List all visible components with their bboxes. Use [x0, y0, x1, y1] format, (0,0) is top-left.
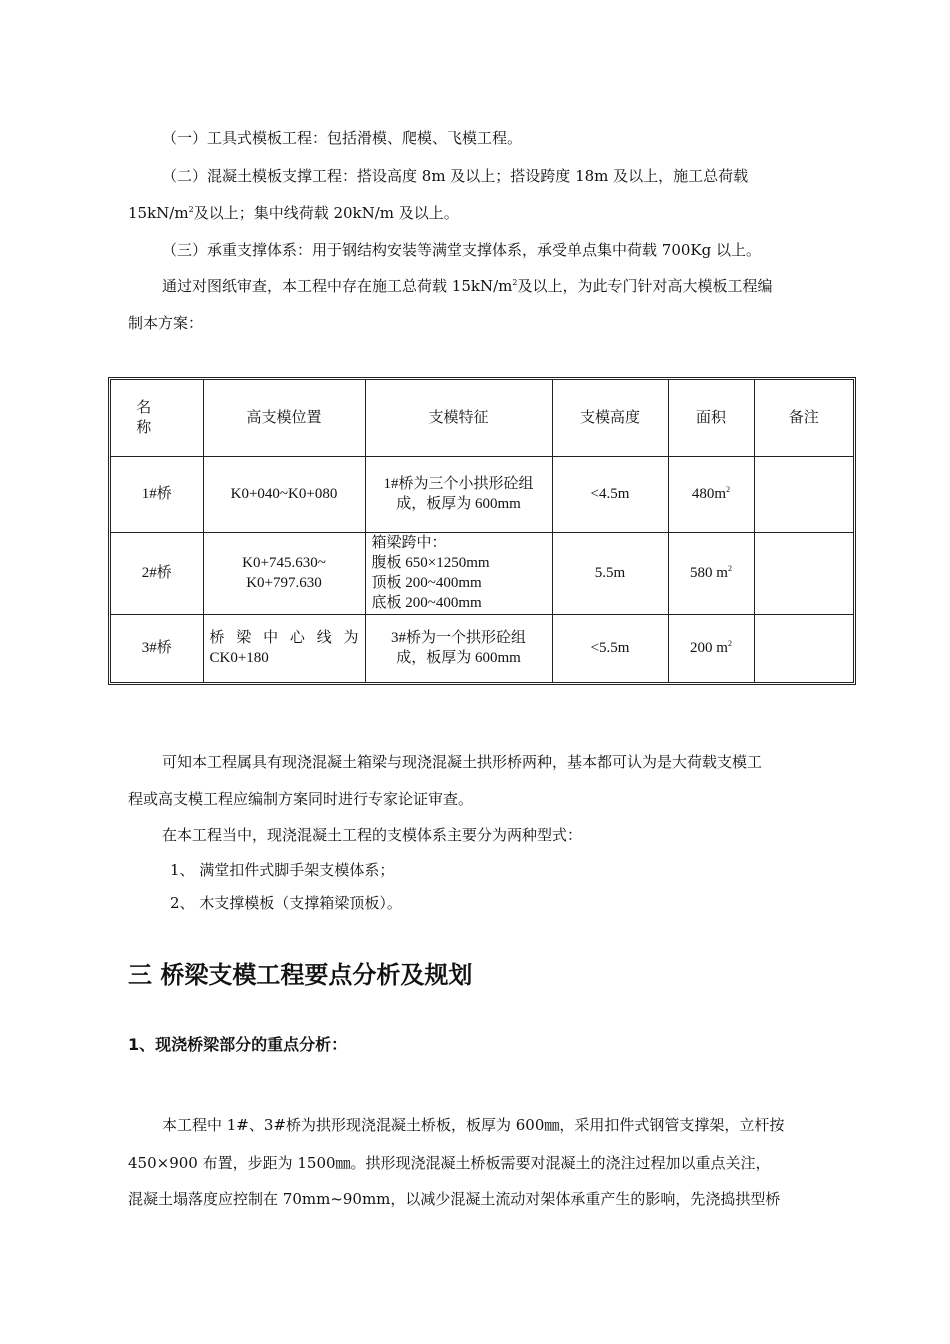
section-heading: 三 桥梁支模工程要点分析及规划 — [128, 961, 473, 989]
formwork-table — [108, 377, 856, 685]
list-item: 1、 满堂扣件式脚手架支模体系； — [170, 861, 395, 879]
header-area: 面积 — [668, 380, 754, 456]
cell-note — [754, 614, 853, 682]
cell-height: <4.5m — [552, 456, 668, 532]
cell-height: <5.5m — [552, 614, 668, 682]
cell-name: 1#桥 — [111, 456, 203, 532]
cell-location: K0+040~K0+080 — [203, 456, 365, 532]
cell-area: $480m^2$ — [668, 456, 754, 532]
header-note: 备注 — [754, 380, 853, 456]
paragraph-conclusion-line1: 可知本工程属具有现浇混凝土箱梁与现浇混凝土拱形桥两种，基本都可认为是大荷载支模工 — [162, 753, 763, 771]
table-row — [111, 614, 853, 682]
cell-note — [754, 532, 853, 614]
body-line1: 本工程中 1#、3#桥为拱形现浇混凝土桥板，板厚为 600㎜，采用扣件式钢管支撑架，立杆按 — [162, 1116, 785, 1134]
cell-location: K0+745.630~ K0+797.630 — [203, 532, 365, 614]
cell-feature: 箱梁跨中： 腹板 650×1250mm 顶板 200~400mm 底板 200~400mm — [365, 532, 552, 614]
paragraph-review-line1: 通过对图纸审查，本工程中存在施工总荷载 $15kN/m^2$及以上，为此专门针对高大模板工程编 — [162, 277, 773, 295]
paragraph-concrete-support-line2: $15kN/m^2$及以上；集中线荷载 20kN/m 及以上。 — [128, 204, 459, 222]
cell-feature: 3#桥为一个拱形砼组 成，板厚为 600mm — [365, 614, 552, 682]
paragraph-load-bearing: （三）承重支撑体系：用于钢结构安装等满堂支撑体系，承受单点集中荷载 700Kg 以上。 — [162, 241, 761, 259]
header-height: 支模高度 — [552, 380, 668, 456]
cell-height: 5.5m — [552, 532, 668, 614]
list-item: 2、 木支撑模板（支撑箱梁顶板）。 — [170, 894, 402, 912]
body-line3: 混凝土塌落度应控制在 70mm~90mm，以减少混凝土流动对架体承重产生的影响，先浇捣拱型桥 — [128, 1190, 781, 1208]
paragraph-conclusion-line2: 程或高支模工程应编制方案同时进行专家论证审查。 — [128, 790, 474, 808]
table-row — [111, 532, 853, 614]
table-header-row — [111, 380, 853, 456]
table-row — [111, 456, 853, 532]
header-feature: 支模特征 — [365, 380, 552, 456]
cell-name: 3#桥 — [111, 614, 203, 682]
cell-area: 580 $m^2$ — [668, 532, 754, 614]
paragraph-review-line2: 制本方案： — [128, 314, 204, 332]
cell-note — [754, 456, 853, 532]
paragraph-concrete-support-line1: （二）混凝土模板支撑工程：搭设高度 8m 及以上；搭设跨度 18m 及以上，施工总荷载 — [162, 167, 749, 185]
cell-location: 桥 梁 中 心 线 为 CK0+180 — [203, 614, 365, 682]
paragraph-tool-formwork: （一）工具式模板工程：包括滑模、爬模、飞模工程。 — [162, 129, 523, 147]
paragraph-support-types: 在本工程当中，现浇混凝土工程的支模体系主要分为两种型式： — [162, 826, 583, 844]
subsection-heading: 1、现浇桥梁部分的重点分析： — [128, 1035, 348, 1054]
cell-area: 200 $m^2$ — [668, 614, 754, 682]
header-name: 名称 — [111, 380, 203, 456]
body-line2: 450×900 布置，步距为 1500㎜。拱形现浇混凝土桥板需要对混凝土的浇注过程加以重点关注， — [128, 1154, 771, 1172]
cell-name: 2#桥 — [111, 532, 203, 614]
cell-feature: 1#桥为三个小拱形砼组 成，板厚为 600mm — [365, 456, 552, 532]
header-location: 高支模位置 — [203, 380, 365, 456]
